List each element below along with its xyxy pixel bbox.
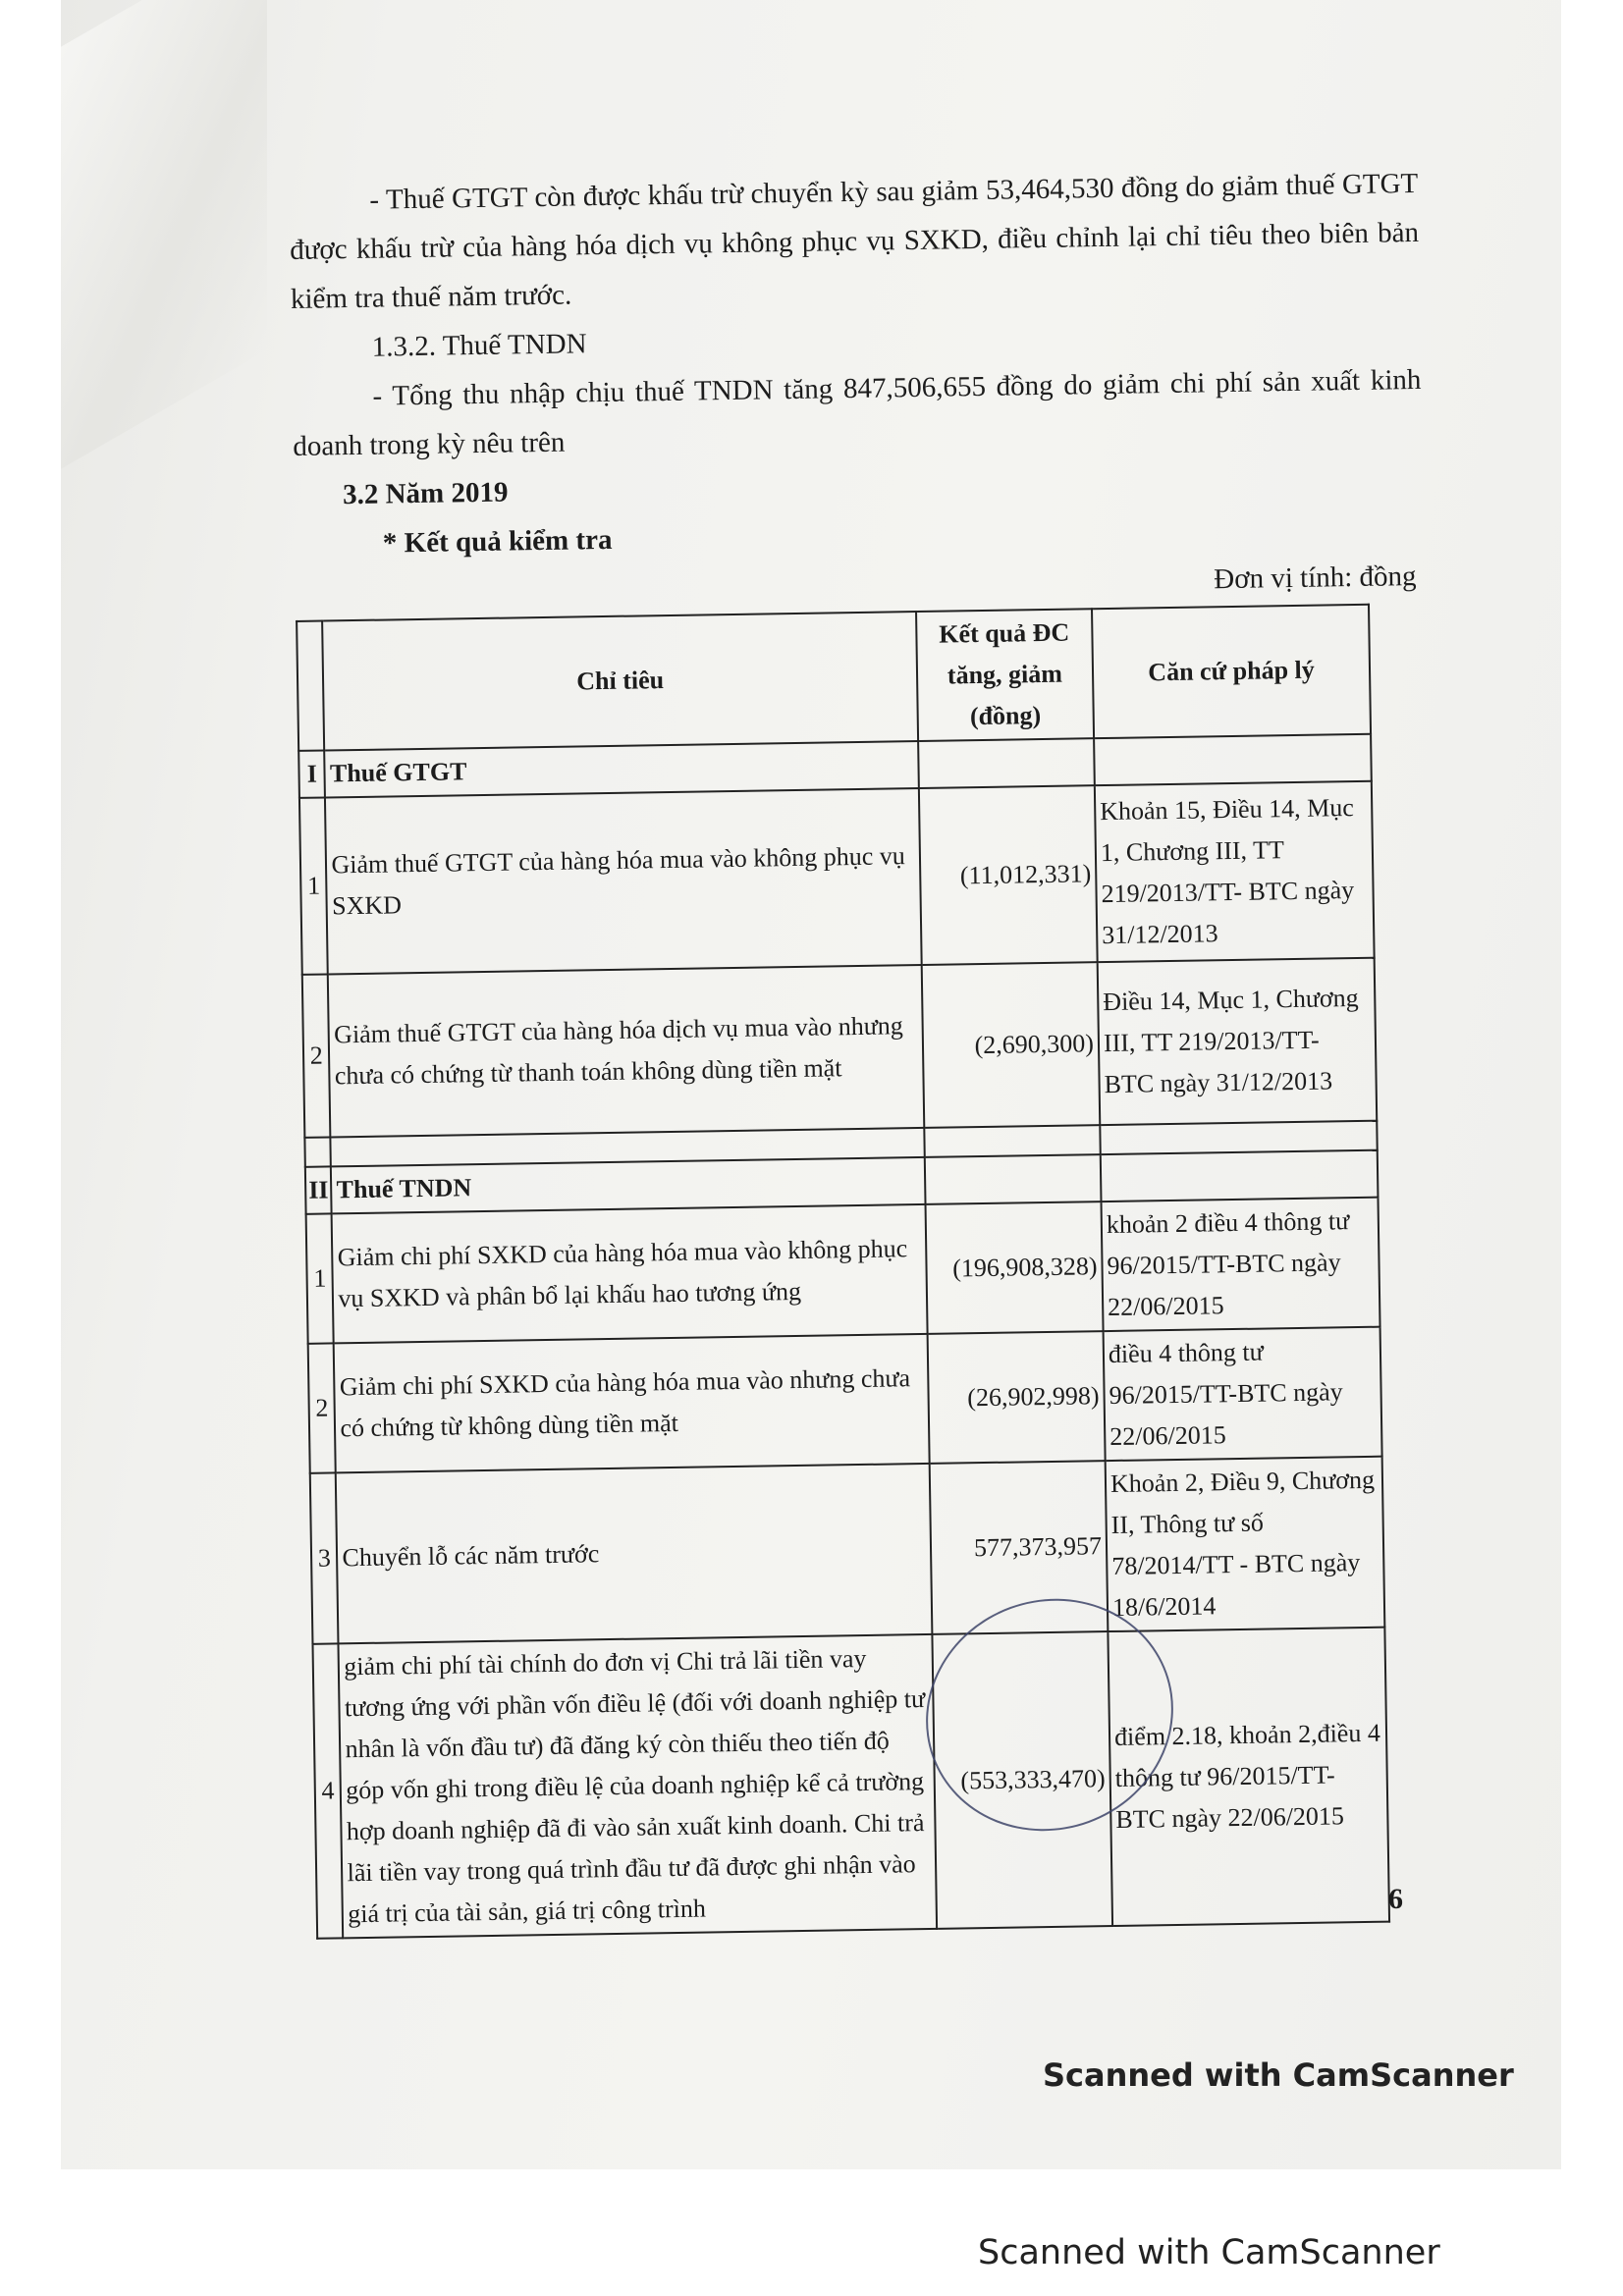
group-value-empty <box>924 1154 1101 1204</box>
row-law: điểm 2.18, khoản 2,điều 4 thông tư 96/2015/TT-BTC ngày 22/06/2015 <box>1108 1628 1389 1926</box>
camscanner-watermark-inner: Scanned with CamScanner <box>1043 2056 1514 2094</box>
group-value-empty <box>918 738 1095 788</box>
page-number: 6 <box>1388 1883 1403 1915</box>
group-law-empty <box>1101 1150 1379 1201</box>
row-value: (553,333,470) <box>932 1631 1112 1929</box>
row-value: 577,373,957 <box>929 1461 1108 1634</box>
row-name: Giảm chi phí SXKD của hàng hóa mua vào không phục vụ SXKD và phân bổ lại khấu hao tương ứng <box>332 1204 927 1343</box>
document-body <box>289 159 1445 1940</box>
row-law: khoản 2 điều 4 thông tư 96/2015/TT-BTC ngày 22/06/2015 <box>1101 1198 1380 1331</box>
group-title: Thuế TNDN <box>331 1157 925 1213</box>
scanned-page <box>61 0 1561 2169</box>
row-value: (11,012,331) <box>919 785 1098 965</box>
header-value: Kết quả ĐC tăng, giảm (đồng) <box>916 609 1094 741</box>
group-number: II <box>305 1166 332 1213</box>
row-number: 2 <box>302 974 331 1137</box>
section-heading-2019: 3.2 Năm 2019 <box>342 476 509 511</box>
row-value: (196,908,328) <box>925 1201 1103 1334</box>
table-row <box>302 958 1377 1138</box>
table-row <box>306 1198 1380 1344</box>
row-number: 4 <box>312 1643 343 1938</box>
row-law: điều 4 thông tư 96/2015/TT-BTC ngày 22/06/2015 <box>1104 1327 1382 1461</box>
section-heading-cit: 1.3.2. Thuế TNDN <box>371 328 587 363</box>
header-no <box>297 621 325 751</box>
camscanner-watermark-outer: Scanned with CamScanner <box>978 2233 1440 2272</box>
header-name: Chỉ tiêu <box>323 612 918 750</box>
group-law-empty <box>1094 734 1372 785</box>
row-value: (2,690,300) <box>921 962 1100 1128</box>
table-row <box>308 1327 1382 1473</box>
row-law: Khoản 15, Điều 14, Mục 1, Chương III, TT 219/2013/TT- BTC ngày 31/12/2013 <box>1095 781 1375 962</box>
row-number: 2 <box>308 1343 337 1472</box>
table-row <box>299 781 1375 975</box>
row-name: Chuyển lỗ các năm trước <box>336 1464 932 1643</box>
subheading-results: * Kết quả kiểm tra <box>382 523 613 560</box>
table-row <box>310 1457 1385 1644</box>
table-header-row <box>297 605 1371 751</box>
paragraph-vat-deduction: - Thuế GTGT còn được khấu trừ chuyển kỳ sau giảm 53,464,530 đồng do giảm thuế GTGT được khấu trừ của hàng hóa dịch vụ không phục vụ SXKD, điều chỉnh lại chỉ tiêu theo biên bản kiểm tra thuế năm trước. <box>289 167 1420 315</box>
paragraph-cit-income: - Tổng thu nhập chịu thuế TNDN tăng 847,506,655 đồng do giảm chi phí sản xuất kinh doanh trong kỳ nêu trên <box>293 363 1422 462</box>
row-number: 3 <box>310 1472 339 1643</box>
inspection-results-table <box>296 604 1390 1940</box>
row-number: 1 <box>306 1213 335 1343</box>
group-title: Thuế GTGT <box>325 741 919 797</box>
row-law: Điều 14, Mục 1, Chương III, TT 219/2013/TT- BTC ngày 31/12/2013 <box>1098 958 1378 1125</box>
row-value: (26,902,998) <box>927 1331 1105 1464</box>
unit-label: Đơn vị tính: đồng <box>1214 561 1417 596</box>
row-name: Giảm thuế GTGT của hàng hóa dịch vụ mua vào nhưng chưa có chứng từ thanh toán không dùng tiền mặt <box>328 965 924 1137</box>
row-number: 1 <box>299 797 328 974</box>
group-number: I <box>298 750 325 797</box>
row-name: Giảm chi phí SXKD của hàng hóa mua vào nhưng chưa có chứng từ không dùng tiền mặt <box>334 1334 929 1472</box>
row-name: Giảm thuế GTGT của hàng hóa mua vào không phục vụ SXKD <box>325 788 921 974</box>
row-name: giảm chi phí tài chính do đơn vị Chi trả lãi tiền vay tương ứng với phần vốn điều lệ (đối với doanh nghiệp tư nhân là vốn đầu tư) đã đăng ký còn thiếu theo tiến độ góp vốn ghi trong điều lệ của doanh nghiệp kể cả trường hợp doanh nghiệp đã đi vào sản xuất kinh doanh. Chi trả lãi tiền vay trong quá trình đầu tư đã được ghi nhận vào giá trị của tài sản, giá trị công trình <box>339 1634 937 1938</box>
row-law: Khoản 2, Điều 9, Chương II, Thông tư số 78/2014/TT - BTC ngày 18/6/2014 <box>1106 1457 1385 1631</box>
header-law: Căn cứ pháp lý <box>1092 605 1371 738</box>
table-row <box>312 1628 1389 1939</box>
